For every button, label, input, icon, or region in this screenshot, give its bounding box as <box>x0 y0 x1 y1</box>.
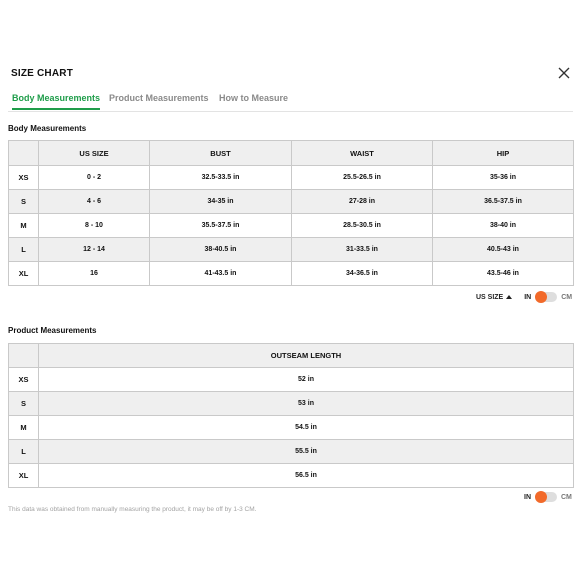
size-system-label: US SIZE <box>476 293 504 301</box>
unit-label-cm: CM <box>561 293 573 301</box>
header-cell-waist: WAIST <box>292 141 433 166</box>
table-row <box>9 392 574 416</box>
header-cell-size <box>9 141 39 166</box>
us-size-cell: 8 - 10 <box>39 214 150 238</box>
bust-cell: 35.5-37.5 in <box>150 214 292 238</box>
bust-cell: 38-40.5 in <box>150 238 292 262</box>
size-cell: XS <box>9 166 39 190</box>
body-measurements-table <box>8 140 574 286</box>
close-icon <box>558 67 570 79</box>
hip-cell: 43.5-46 in <box>433 262 574 286</box>
us-size-cell: 0 - 2 <box>39 166 150 190</box>
unit-label-in: IN <box>524 293 532 301</box>
size-cell: L <box>9 238 39 262</box>
waist-cell: 28.5-30.5 in <box>292 214 433 238</box>
us-size-cell: 16 <box>39 262 150 286</box>
body-unit-controls <box>476 292 572 302</box>
hip-cell: 35-36 in <box>433 166 574 190</box>
unit-toggle[interactable] <box>535 292 557 302</box>
body-measurements-heading: Body Measurements <box>8 124 87 133</box>
unit-label-in: IN <box>524 493 531 501</box>
header-cell-outseam-length: OUTSEAM LENGTH <box>39 344 574 368</box>
table-row <box>9 262 574 286</box>
measurement-disclaimer: This data was obtained from manually measuring the product, it may be off by 1-3 CM. <box>8 506 257 513</box>
tab-bar <box>8 89 573 112</box>
size-cell: L <box>9 440 39 464</box>
product-measurements-heading: Product Measurements <box>8 326 97 335</box>
header-cell-bust: BUST <box>150 141 292 166</box>
bust-cell: 34-35 in <box>150 190 292 214</box>
waist-cell: 25.5-26.5 in <box>292 166 433 190</box>
hip-cell: 40.5-43 in <box>433 238 574 262</box>
product-unit-controls <box>524 492 572 502</box>
size-cell: XL <box>9 262 39 286</box>
outseam-cell: 55.5 in <box>39 440 574 464</box>
header-cell-size <box>9 344 39 368</box>
size-cell: S <box>9 392 39 416</box>
chevron-up-icon <box>506 295 512 299</box>
bust-cell: 41-43.5 in <box>150 262 292 286</box>
table-row <box>9 368 574 392</box>
table-header-row <box>9 344 574 368</box>
outseam-cell: 54.5 in <box>39 416 574 440</box>
waist-cell: 27-28 in <box>292 190 433 214</box>
header-cell-hip: HIP <box>433 141 574 166</box>
table-row <box>9 440 574 464</box>
tab-how-to-measure[interactable]: How to Measure <box>219 93 289 103</box>
product-measurements-table <box>8 343 574 488</box>
hip-cell: 36.5-37.5 in <box>433 190 574 214</box>
table-row <box>9 190 574 214</box>
size-system-select[interactable] <box>476 294 512 301</box>
table-row <box>9 464 574 488</box>
tab-product-measurements[interactable]: Product Measurements <box>109 93 209 103</box>
outseam-cell: 52 in <box>39 368 574 392</box>
outseam-cell: 56.5 in <box>39 464 574 488</box>
waist-cell: 31-33.5 in <box>292 238 433 262</box>
us-size-cell: 4 - 6 <box>39 190 150 214</box>
toggle-knob <box>535 291 547 303</box>
unit-toggle[interactable] <box>535 492 557 502</box>
hip-cell: 38-40 in <box>433 214 574 238</box>
size-cell: S <box>9 190 39 214</box>
header-cell-us-size: US SIZE <box>39 141 150 166</box>
close-button[interactable] <box>558 67 572 81</box>
size-cell: XL <box>9 464 39 488</box>
table-row <box>9 166 574 190</box>
outseam-cell: 53 in <box>39 392 574 416</box>
toggle-knob <box>535 491 547 503</box>
unit-label-cm: CM <box>561 493 572 501</box>
table-header-row <box>9 141 574 166</box>
waist-cell: 34-36.5 in <box>292 262 433 286</box>
table-row <box>9 238 574 262</box>
table-row <box>9 214 574 238</box>
modal-title: SIZE CHART <box>11 68 73 79</box>
us-size-cell: 12 - 14 <box>39 238 150 262</box>
table-row <box>9 416 574 440</box>
size-cell: XS <box>9 368 39 392</box>
size-cell: M <box>9 214 39 238</box>
tab-body-measurements[interactable]: Body Measurements <box>12 93 101 103</box>
bust-cell: 32.5-33.5 in <box>150 166 292 190</box>
size-cell: M <box>9 416 39 440</box>
